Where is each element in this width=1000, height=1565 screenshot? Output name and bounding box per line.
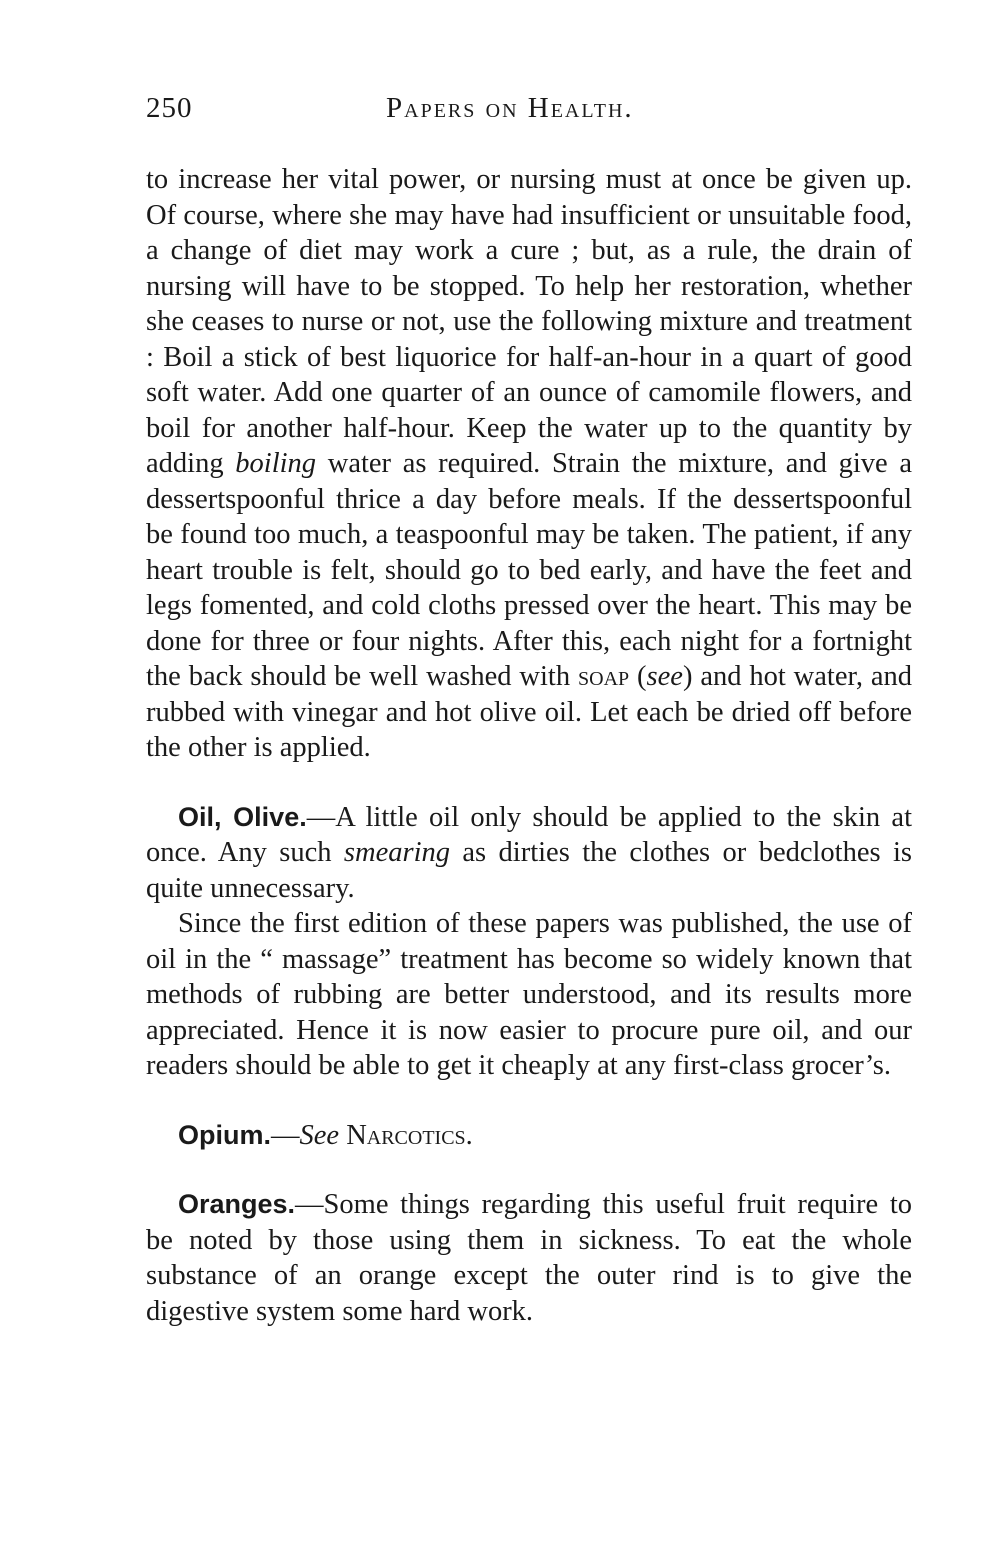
- opium-cross-reference: Narcotics.: [346, 1119, 473, 1151]
- continuation-text-2: water as required. Strain the mixture, and give a dessertspoonful thrice a day before meals. If the dessertspoonful be found too much, a teaspoonful may be taken. The patient, if any heart trouble is felt, should go to bed early, and have the feet and legs fomented, and cold cloths pressed over the heart. This may be done for three or four nights. After this, each night for a fortnight the back should be well washed with: [146, 448, 912, 692]
- headword-oranges: Oranges.: [178, 1189, 296, 1219]
- entry-opium: [146, 1118, 912, 1154]
- headword-oil-olive: Oil, Olive.: [178, 801, 307, 832]
- continuation-text-1: to increase her vital power, or nursing must at once be given up. Of course, where she may have had insufficient or unsuitable food, a change of diet may work a cure ; but, as a rule, the drain of nursing will have to be stopped. To help her restoration, whether she ceases to nurse or not, use the following mixture and treatment : Boil a stick of best liquorice for half-an-hour in a quart of good soft water. Add one quarter of an ounce of camomile flowers, and boil for another half-hour. Keep the water up to the quantity by adding: [146, 164, 912, 479]
- oil-olive-paragraph-2: Since the first edition of these papers was published, the use of oil in the “ massage” treatment has become so widely known that methods of rubbing are better understood, and its results more appreciated. Hence it is now easier to procure pure oil, and our readers should be able to get it cheaply at any first-class grocer’s.: [146, 908, 912, 1081]
- page-body: [146, 162, 912, 1329]
- headword-opium: Opium.: [178, 1119, 271, 1150]
- entry-oranges: [146, 1187, 912, 1329]
- continuation-emphasis-boiling: boiling: [235, 448, 317, 479]
- oranges-text: —Some things regarding this useful fruit require to be noted by those using them in sickness. To eat the whole substance of an orange except the outer rind is to give the digestive system some hard work.: [146, 1189, 912, 1327]
- opium-see: See: [299, 1119, 340, 1151]
- page-header: [146, 92, 906, 132]
- oil-olive-text-1: —A little oil only should be applied to the skin at once. Any such: [146, 801, 912, 868]
- opium-dash: —: [271, 1119, 300, 1151]
- continuation-see: see: [646, 661, 683, 692]
- entry-oil-olive: [146, 800, 912, 907]
- page-number: 250: [146, 92, 193, 124]
- oil-olive-emphasis-smearing: smearing: [343, 837, 450, 868]
- continuation-soap-ref: soap: [578, 661, 630, 692]
- oil-olive-text-2: as dirties the clothes or bedclothes is quite unnecessary.: [146, 837, 912, 904]
- continuation-text-3: and hot water, and rubbed with vinegar and hot olive oil. Let each be dried off before the other is applied.: [146, 661, 913, 763]
- continuation-paragraph: to increase her vital power, or nursing must at once be given up. Of course, where she may have had insufficient or unsuitable food, a change of diet may work a cure ; but, as a rule, the drain of nursing will have to be stopped. To help her restoration, whether she ceases to nurse or not, use the following mixture and treatment : Boil a stick of best liquorice for half-an-hour in a quart of good soft water. Add one quarter of an ounce of camomile flowers, and boil for another half-hour. Keep the water up to the quantity by adding boiling water as required. Strain the mixture, and give a dessertspoonful thrice a day before meals. If the dessertspoonful be found too much, a teaspoonful may be taken. The patient, if any heart trouble is felt, should go to bed early, and have the feet and legs fomented, and cold cloths pressed over the heart. This may be done for three or four nights. After this, each night for a fortnight the back should be well washed with soap (see) and hot water, and rubbed with vinegar and hot olive oil. Let each be dried off before the other is applied.: [146, 164, 913, 763]
- running-title: Papers on Health.: [386, 92, 634, 124]
